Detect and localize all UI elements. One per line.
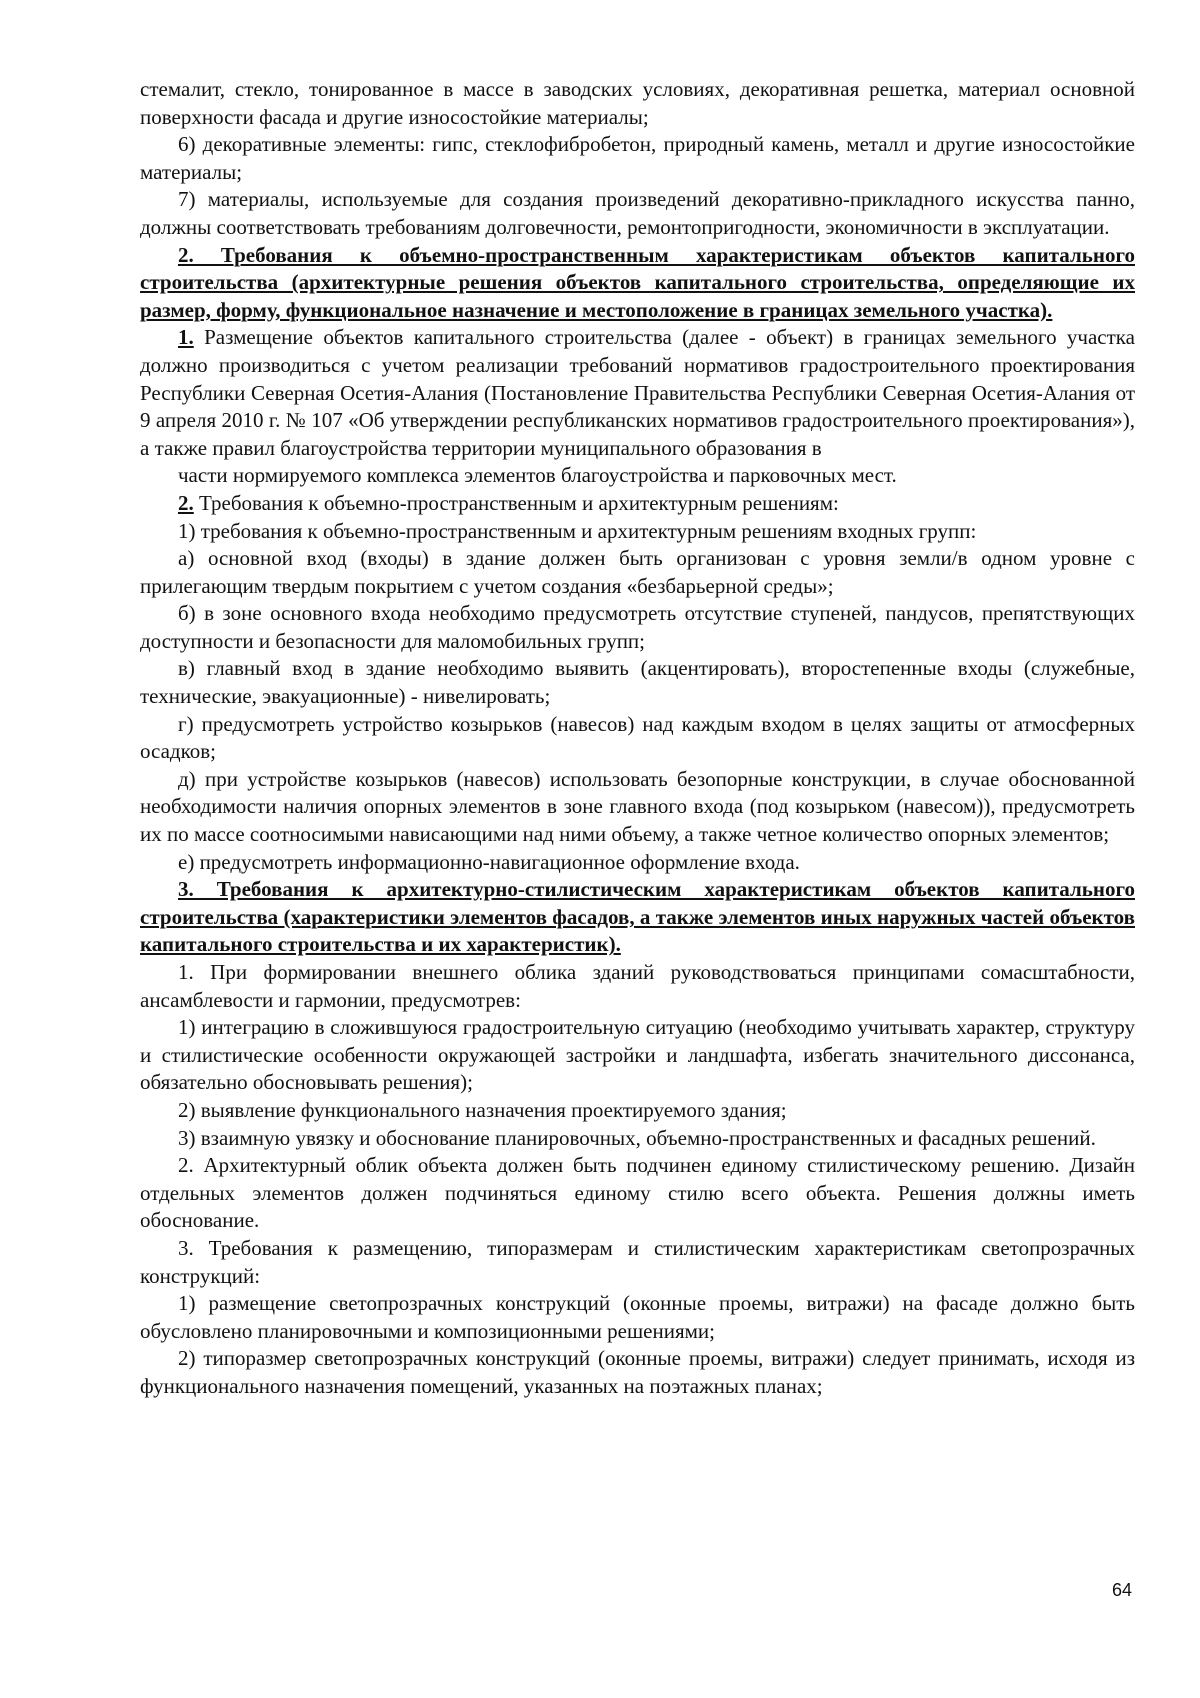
section-heading-2: 2. Требования к объемно-пространственным характеристикам объектов капитального строительства (архитектурные решения объектов капитального строительства, определяющие их размер, форму, функциональное назначение и местоположение в границах земельного участка). (140, 242, 1135, 322)
list-item-2-2-e: е) предусмотреть информационно-навигационное оформление входа. (178, 849, 800, 874)
list-item-3-3-1: 1) размещение светопрозрачных конструкций (оконные проемы, витражи) на фасаде должно быть обусловлено планировочными и композиционными решениями; (140, 1291, 1135, 1343)
list-item-2-2-1: 1) требования к объемно-пространственным и архитектурным решениям входных групп: (178, 518, 977, 543)
document-page (140, 76, 1135, 1401)
page-number: 64 (1112, 1580, 1133, 1600)
list-item-2-2-d: д) при устройстве козырьков (навесов) использовать безопорные конструкции, в случае обоснованной необходимости наличия опорных элементов в зоне главного входа (под козырьком (навесом)), предусмотреть их по массе соотносимыми нависающими над ними объему, а также четное количество опорных элементов; (140, 766, 1135, 847)
paragraph-item-7: 7) материалы, используемые для создания произведений декоративно-прикладного искусства панно, должны соответствовать требованиям долговечности, ремонтопригодности, экономичности в эксплуатации. (140, 187, 1135, 239)
paragraph-2-2 (140, 490, 1135, 518)
list-item-2-2-a: а) основной вход (входы) в здание должен быть организован с уровня земли/в одном уровне с прилегающим твердым покрытием с учетом создания «безбарьерной среды»; (140, 546, 1135, 598)
paragraph-2-1 (140, 324, 1135, 462)
list-item-3-3-2: 2) типоразмер светопрозрачных конструкций (оконные проемы, витражи) следует принимать, исходя из функционального назначения помещений, указанных на поэтажных планах; (140, 1346, 1135, 1398)
list-item-3-1-3: 3) взаимную увязку и обоснование планировочных, объемно-пространственных и фасадных решений. (178, 1125, 1096, 1150)
list-item-2-2-g: г) предусмотреть устройство козырьков (навесов) над каждым входом в целях защиты от атмосферных осадков; (140, 711, 1135, 764)
list-item-3-1-2: 2) выявление функционального назначения проектируемого здания; (178, 1097, 787, 1122)
paragraph-number: 2. (178, 490, 194, 515)
paragraph-materials-cont: стемалит, стекло, тонированное в массе в заводских условиях, декоративная решетка, материал основной поверхности фасада и другие износостойкие материалы; (140, 77, 1135, 129)
paragraph-2-1-cont: части нормируемого комплекса элементов благоустройства и парковочных мест. (178, 463, 897, 488)
list-item-3-1-1: 1) интеграцию в сложившуюся градостроительную ситуацию (необходимо учитывать характер, структуру и стилистические особенности окружающей застройки и ландшафта, избегать значительного диссонанса, обязательно обосновывать решения); (140, 1015, 1135, 1095)
paragraph-3-3: 3. Требования к размещению, типоразмерам и стилистическим характеристикам светопрозрачных конструкций: (140, 1235, 1135, 1288)
paragraph-3-2: 2. Архитектурный облик объекта должен быть подчинен единому стилистическому решению. Дизайн отдельных элементов должен подчиняться единому стилю всего объекта. Решения должны иметь обоснование. (140, 1153, 1135, 1233)
paragraph-text: Требования к объемно-пространственным и архитектурным решениям: (193, 490, 839, 515)
paragraph-text: Размещение объектов капитального строительства (далее - объект) в границах земельного участка должно производиться с учетом реализации требований нормативов градостроительного проектирования Республики Северная Осетия-Алания (Постановление Правительства Республики Северная Осетия-Алания от 9 апреля 2010 г. № 107 «Об утверждении республиканских нормативов градостроительного проектирования»), а также правил благоустройства территории муниципального образования в (140, 325, 1135, 460)
list-item-2-2-v: в) главный вход в здание необходимо выявить (акцентировать), второстепенные входы (служебные, технические, эвакуационные) - нивелировать; (140, 656, 1135, 709)
section-heading-3: 3. Требования к архитектурно-стилистическим характеристикам объектов капитального строительства (характеристики элементов фасадов, а также элементов иных наружных частей объектов капитального строительства и их характеристик). (140, 877, 1135, 957)
list-item-2-2-b: б) в зоне основного входа необходимо предусмотреть отсутствие ступеней, пандусов, препятствующих доступности и безопасности для маломобильных групп; (140, 601, 1135, 653)
paragraph-item-6: 6) декоративные элементы: гипс, стеклофибробетон, природный камень, металл и другие износостойкие материалы; (140, 132, 1135, 184)
paragraph-number: 1. (178, 325, 194, 350)
paragraph-3-1: 1. При формировании внешнего облика зданий руководствоваться принципами сомасштабности, ансамблевости и гармонии, предусмотрев: (140, 960, 1135, 1012)
